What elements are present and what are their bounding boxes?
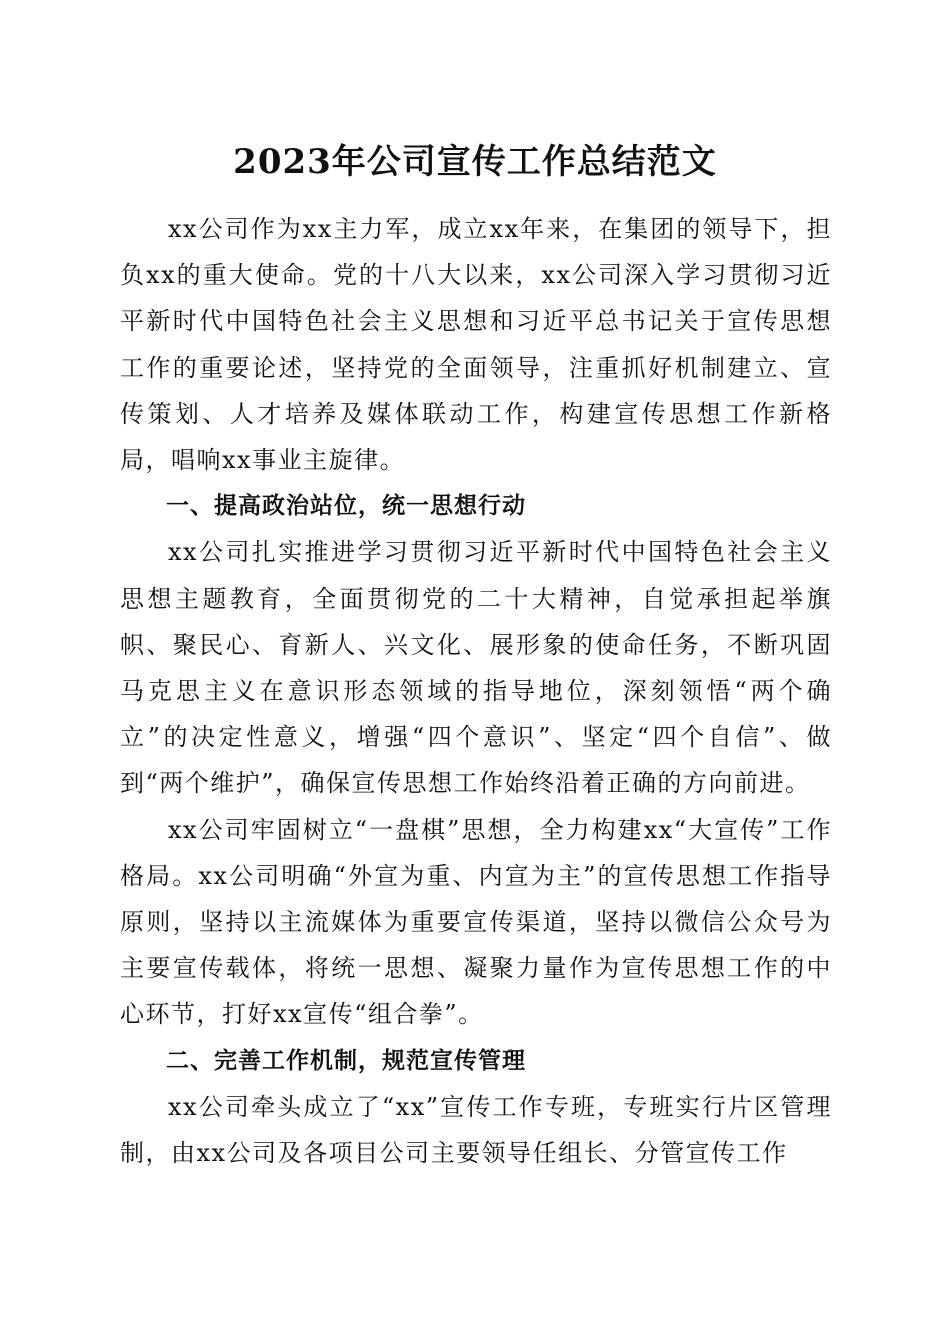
section-heading-1: 一、提高政治站位，统一思想行动 <box>166 493 526 520</box>
paragraph-section-1-b: xx公司牢固树立“一盘棋”思想，全力构建xx“大宣传”工作格局。xx公司明确“外宣为重、内宣为主”的宣传思想工作指导原则，坚持以主流媒体为重要宣传渠道，坚持以微信公众号为主要宣传载体，将统一思想、凝聚力量作为宣传思想工作的中心环节，打好xx宣传“组合拳”。 <box>120 815 832 1029</box>
section-heading-2: 二、完善工作机制，规范宣传管理 <box>166 1047 526 1074</box>
paragraph-intro: xx公司作为xx主力军，成立xx年来，在集团的领导下，担负xx的重大使命。党的十八大以来，xx公司深入学习贯彻习近平新时代中国特色社会主义思想和习近平总书记关于宣传思想工作的重要论述，坚持党的全面领导，注重抓好机制建立、宣传策划、人才培养及媒体联动工作，构建宣传思想工作新格局，唱响xx事业主旋律。 <box>120 215 832 475</box>
paragraph-section-2-a: xx公司牵头成立了“xx”宣传工作专班，专班实行片区管理制，由xx公司及各项目公司主要领导任组长、分管宣传工作 <box>120 1092 832 1168</box>
document-body <box>120 206 832 1176</box>
paragraph-section-1-a: xx公司扎实推进学习贯彻习近平新时代中国特色社会主义思想主题教育，全面贯彻党的二十大精神，自觉承担起举旗帜、聚民心、育新人、兴文化、展形象的使命任务，不断巩固马克思主义在意识形态领域的指导地位，深刻领悟“两个确立”的决定性意义，增强“四个意识”、坚定“四个自信”、做到“两个维护”，确保宣传思想工作始终沿着正确的方向前进。 <box>120 538 832 798</box>
document-title: 2023年公司宣传工作总结范文 <box>233 142 717 182</box>
